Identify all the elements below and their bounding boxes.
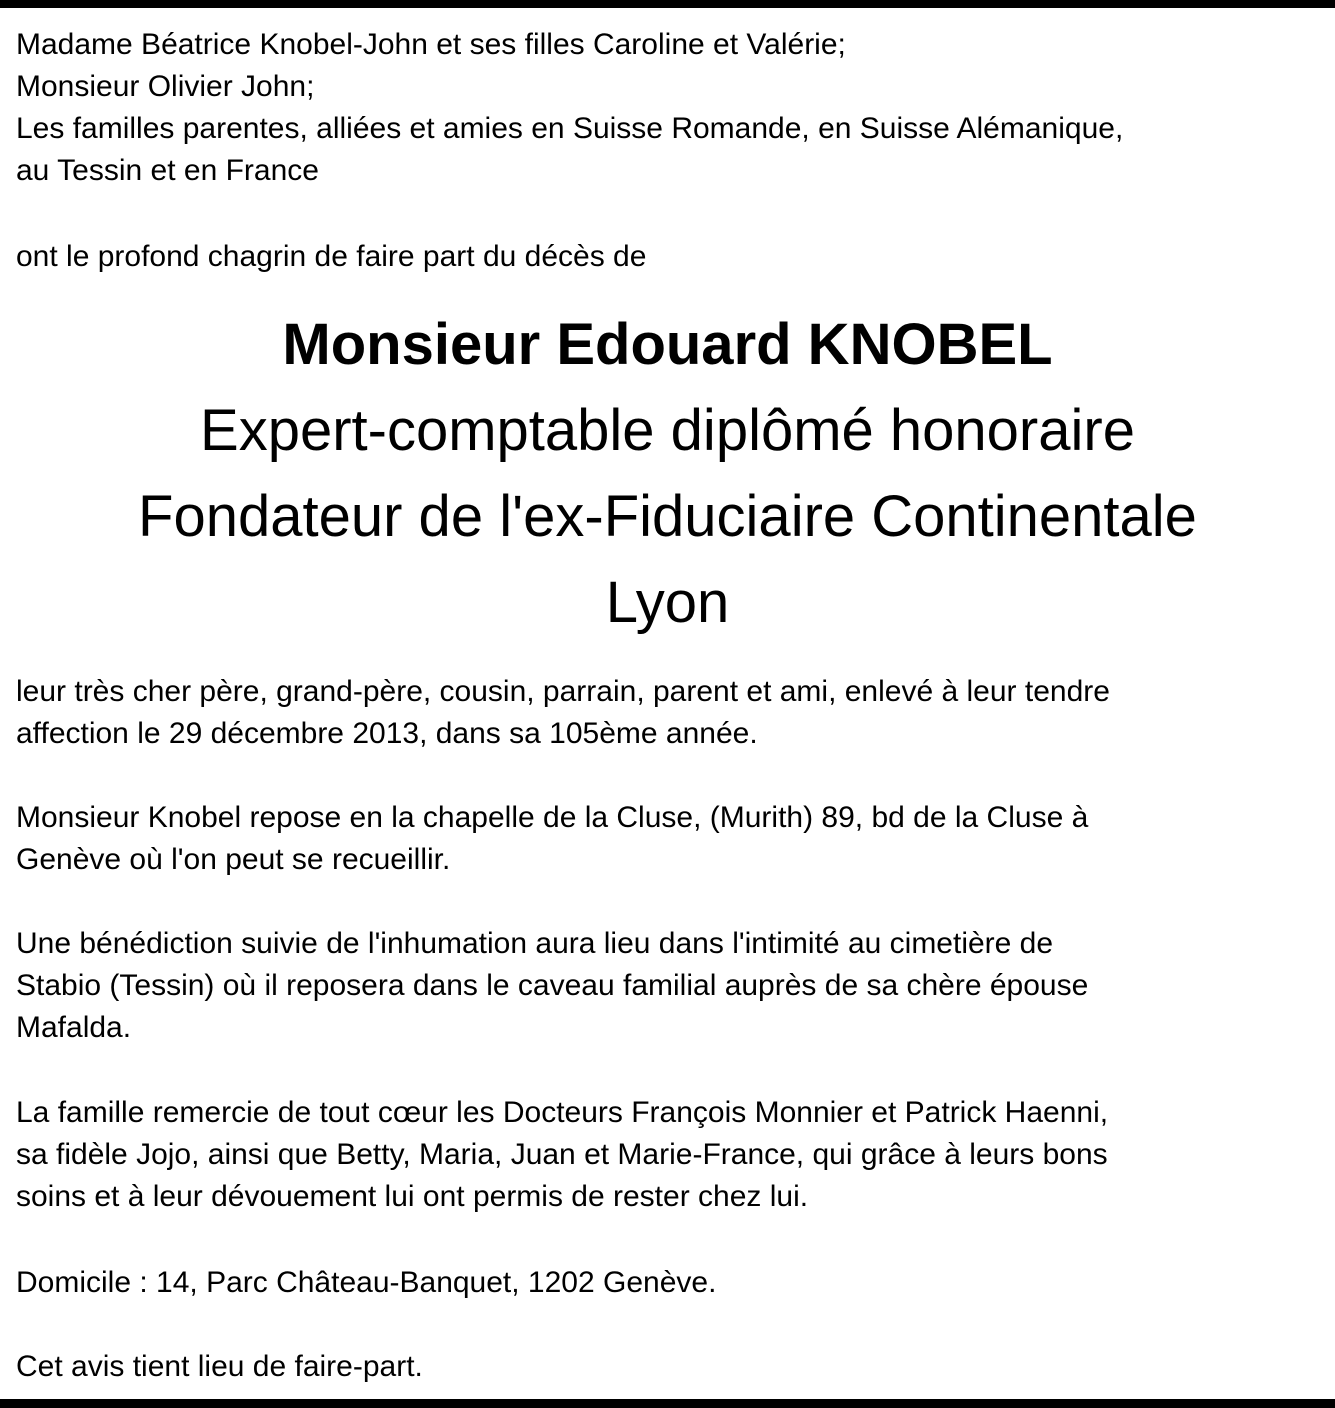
text-line: Une bénédiction suivie de l'inhumation aura lieu dans l'intimité au cimetière de [16,927,1054,960]
paragraph-relation [16,671,1110,755]
text-line: Mafalda. [16,1011,132,1044]
text-line: Monsieur Knobel repose en la chapelle de la Cluse, (Murith) 89, bd de la Cluse à [16,801,1089,834]
deceased-city: Lyon [605,570,730,635]
deceased-heading [0,302,1335,646]
mourner-line: Les familles parentes, alliées et amies en Suisse Romande, en Suisse Alémanique, [16,112,1124,145]
announcement [16,236,646,278]
paragraph-burial [16,923,1088,1049]
top-border [0,0,1335,8]
paragraph-domicile [16,1262,716,1304]
text-line: sa fidèle Jojo, ainsi que Betty, Maria, Juan et Marie-France, qui grâce à leurs bons [16,1138,1108,1171]
deceased-title: Fondateur de l'ex-Fiduciaire Continentale [138,484,1197,549]
deceased-title: Expert-comptable diplômé honoraire [200,398,1135,463]
text-line: Genève où l'on peut se recueillir. [16,843,451,876]
mourner-line: Monsieur Olivier John; [16,70,315,103]
mourners-block [16,24,1123,192]
paragraph-thanks [16,1092,1108,1218]
text-line: La famille remercie de tout cœur les Docteurs François Monnier et Patrick Haenni, [16,1096,1109,1129]
text-line: Cet avis tient lieu de faire-part. [16,1350,423,1383]
text-line: Domicile : 14, Parc Château-Banquet, 1202 Genève. [16,1266,717,1299]
bottom-border [0,1399,1335,1408]
text-line: affection le 29 décembre 2013, dans sa 105ème année. [16,717,758,750]
paragraph-chapel [16,797,1088,881]
mourner-line: au Tessin et en France [16,154,319,187]
text-line: soins et à leur dévouement lui ont permis de rester chez lui. [16,1180,809,1213]
announcement-text: ont le profond chagrin de faire part du décès de [16,240,647,273]
mourner-line: Madame Béatrice Knobel-John et ses filles Caroline et Valérie; [16,28,846,61]
text-line: Stabio (Tessin) où il reposera dans le caveau familial auprès de sa chère épouse [16,969,1089,1002]
deceased-name: Monsieur Edouard KNOBEL [282,312,1053,377]
paragraph-closing [16,1346,423,1388]
text-line: leur très cher père, grand-père, cousin, parrain, parent et ami, enlevé à leur tendre [16,675,1110,708]
